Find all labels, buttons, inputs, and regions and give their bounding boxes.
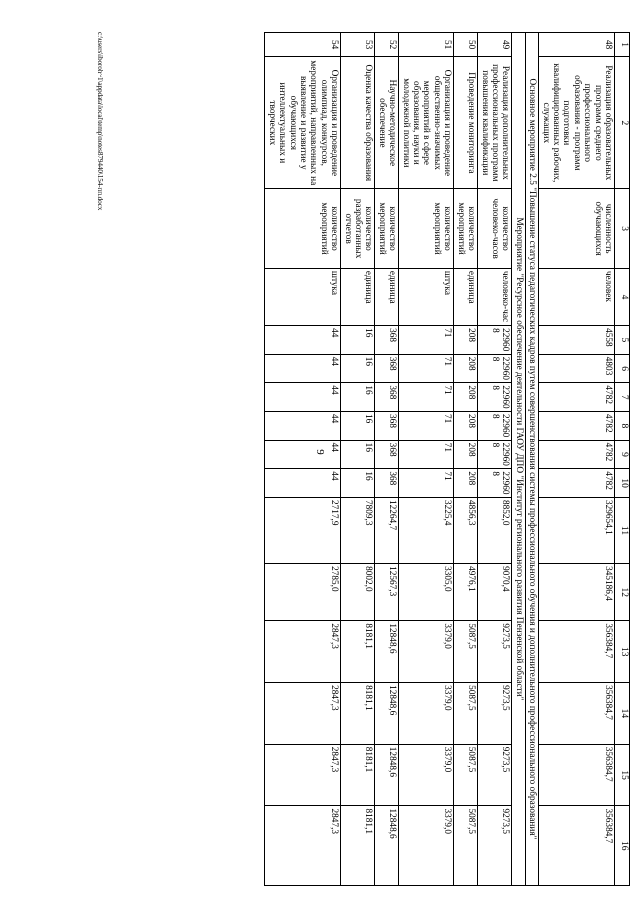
cell-value: 12848,6	[375, 621, 399, 683]
column-header: 14	[615, 683, 630, 745]
cell-value: 208	[454, 469, 478, 498]
rotated-page-area	[88, 32, 630, 886]
cell-value: 4782	[539, 469, 615, 498]
cell-n: 54	[265, 33, 341, 57]
cell-value: 3225,4	[399, 497, 454, 563]
cell-value: 3305,0	[399, 564, 454, 621]
cell-indicator: количество мероприятий	[454, 189, 478, 268]
cell-value: 5087,5	[454, 621, 478, 683]
column-header: 4	[615, 268, 630, 325]
cell-value: 208	[454, 440, 478, 469]
table-row	[265, 33, 341, 886]
cell-value: 8852,0	[478, 497, 512, 563]
cell-value: 71	[399, 326, 454, 355]
column-header: 2	[615, 57, 630, 189]
cell-value: 44	[265, 383, 341, 412]
cell-name: Оценка качества образования	[341, 57, 375, 189]
cell-n: 48	[539, 33, 615, 57]
cell-n: 53	[341, 33, 375, 57]
cell-value: 229608	[478, 383, 512, 412]
cell-value: 8181,1	[341, 683, 375, 745]
column-header: 16	[615, 806, 630, 886]
cell-unit: единица	[341, 268, 375, 325]
cell-value: 7809,3	[341, 497, 375, 563]
cell-value: 5087,5	[454, 683, 478, 745]
cell-value: 356384,7	[539, 683, 615, 745]
cell-value: 16	[341, 469, 375, 498]
column-header: 5	[615, 326, 630, 355]
cell-n: 50	[454, 33, 478, 57]
cell-value: 2847,3	[265, 806, 341, 886]
column-header: 6	[615, 354, 630, 383]
cell-value: 3379,0	[399, 683, 454, 745]
cell-value: 9070,4	[478, 564, 512, 621]
cell-value: 8181,1	[341, 806, 375, 886]
cell-value: 16	[341, 412, 375, 441]
cell-value: 229608	[478, 354, 512, 383]
cell-value: 368	[375, 383, 399, 412]
column-header: 11	[615, 497, 630, 563]
column-header: 15	[615, 744, 630, 806]
cell-value: 71	[399, 412, 454, 441]
header-row	[615, 33, 630, 886]
cell-value: 71	[399, 440, 454, 469]
column-header: 3	[615, 189, 630, 268]
cell-value: 4803	[539, 354, 615, 383]
section-row	[525, 33, 538, 886]
cell-name: Научно-методическое обеспечение	[375, 57, 399, 189]
cell-indicator: количество разработанных отчетов	[341, 189, 375, 268]
cell-value: 356384,7	[539, 744, 615, 806]
cell-unit: штука	[265, 268, 341, 325]
cell-value: 44	[265, 326, 341, 355]
cell-value: 5087,5	[454, 744, 478, 806]
table-row	[341, 33, 375, 886]
cell-unit: единица	[454, 268, 478, 325]
cell-value: 12848,6	[375, 744, 399, 806]
cell-value: 12848,6	[375, 806, 399, 886]
cell-unit: штука	[399, 268, 454, 325]
cell-value: 3379,0	[399, 744, 454, 806]
column-header: 7	[615, 383, 630, 412]
cell-value: 4782	[539, 383, 615, 412]
cell-value: 8181,1	[341, 744, 375, 806]
cell-value: 329654,1	[539, 497, 615, 563]
cell-value: 44	[265, 440, 341, 469]
cell-value: 368	[375, 326, 399, 355]
cell-value: 2847,3	[265, 621, 341, 683]
cell-name: Организация и проведение общественно-значимых мероприятий в сфере образования, науки и молодежной политики	[399, 57, 454, 189]
cell-value: 71	[399, 469, 454, 498]
cell-value: 3379,0	[399, 621, 454, 683]
cell-value: 44	[265, 354, 341, 383]
table-row	[478, 33, 512, 886]
cell-indicator: количество мероприятий	[375, 189, 399, 268]
cell-value: 9273,5	[478, 744, 512, 806]
table-row	[375, 33, 399, 886]
cell-value: 368	[375, 412, 399, 441]
cell-value: 4856,3	[454, 497, 478, 563]
cell-value: 12848,6	[375, 683, 399, 745]
cell-name: Реализация дополнительных профессиональных программ повышения квалификации	[478, 57, 512, 189]
column-header: 9	[615, 440, 630, 469]
cell-value: 229608	[478, 326, 512, 355]
cell-value: 4782	[539, 440, 615, 469]
cell-value: 229608	[478, 440, 512, 469]
cell-indicator: количество мероприятий	[399, 189, 454, 268]
cell-unit: человек	[539, 268, 615, 325]
cell-value: 229608	[478, 412, 512, 441]
section-row	[512, 33, 525, 886]
cell-value: 2847,3	[265, 744, 341, 806]
cell-value: 208	[454, 412, 478, 441]
cell-value: 5087,5	[454, 806, 478, 886]
column-header: 1	[615, 33, 630, 57]
cell-value: 8002,0	[341, 564, 375, 621]
cell-value: 4558	[539, 326, 615, 355]
cell-n: 51	[399, 33, 454, 57]
cell-value: 229608	[478, 469, 512, 498]
cell-value: 368	[375, 440, 399, 469]
column-header: 10	[615, 469, 630, 498]
column-header: 13	[615, 621, 630, 683]
cell-unit: человеко-час	[478, 268, 512, 325]
cell-value: 16	[341, 383, 375, 412]
cell-value: 3379,0	[399, 806, 454, 886]
cell-value: 16	[341, 326, 375, 355]
table-row	[539, 33, 615, 886]
cell-value: 16	[341, 354, 375, 383]
cell-value: 2785,0	[265, 564, 341, 621]
section-title: Основное мероприятие 2.5 "Повышение статуса педагогических кадров путем совершенствования системы профессионального обучения и дополнительного профессионального образования"	[525, 33, 538, 886]
section-title: Мероприятие "Ресурсное обеспечение деятельности ГАОУ ДПО "Институт регионального развития Пензенской области"	[512, 33, 525, 886]
cell-value: 2717,9	[265, 497, 341, 563]
data-table	[264, 32, 630, 886]
cell-value: 9273,5	[478, 683, 512, 745]
file-path-footer: c:\users\iboroh~1\appdata\local\temp\notes879440\154-пп.docx	[96, 32, 104, 211]
cell-value: 16	[341, 440, 375, 469]
column-header: 8	[615, 412, 630, 441]
cell-value: 208	[454, 383, 478, 412]
cell-value: 345186,4	[539, 564, 615, 621]
cell-value: 4976,1	[454, 564, 478, 621]
cell-value: 356384,7	[539, 621, 615, 683]
cell-value: 9273,5	[478, 621, 512, 683]
cell-value: 356384,7	[539, 806, 615, 886]
cell-value: 368	[375, 354, 399, 383]
cell-unit: единица	[375, 268, 399, 325]
cell-indicator: количество человеко-часов	[478, 189, 512, 268]
cell-name: Организация и проведение олимпиад, конкурсов, мероприятий, направленных на выявление и развитие у обучающихся интеллектуальных и творческих	[265, 57, 341, 189]
table-row	[454, 33, 478, 886]
cell-name: Проведение мониторинга	[454, 57, 478, 189]
table-row	[399, 33, 454, 886]
cell-value: 44	[265, 469, 341, 498]
cell-value: 9273,5	[478, 806, 512, 886]
cell-name: Реализация образовательных программ среднего профессионального образования - программ подготовки квалифицированных рабочих, служащих	[539, 57, 615, 189]
cell-value: 4782	[539, 412, 615, 441]
cell-value: 368	[375, 469, 399, 498]
table-container	[88, 32, 630, 886]
page-number: 9	[314, 449, 326, 455]
cell-indicator: численность обучающихся	[539, 189, 615, 268]
cell-value: 71	[399, 354, 454, 383]
cell-value: 208	[454, 326, 478, 355]
cell-n: 49	[478, 33, 512, 57]
cell-value: 12264,7	[375, 497, 399, 563]
cell-value: 44	[265, 412, 341, 441]
cell-value: 208	[454, 354, 478, 383]
cell-value: 8181,1	[341, 621, 375, 683]
column-header: 12	[615, 564, 630, 621]
cell-value: 71	[399, 383, 454, 412]
cell-value: 2847,3	[265, 683, 341, 745]
cell-value: 12567,3	[375, 564, 399, 621]
cell-n: 52	[375, 33, 399, 57]
cell-indicator: количество мероприятий	[265, 189, 341, 268]
